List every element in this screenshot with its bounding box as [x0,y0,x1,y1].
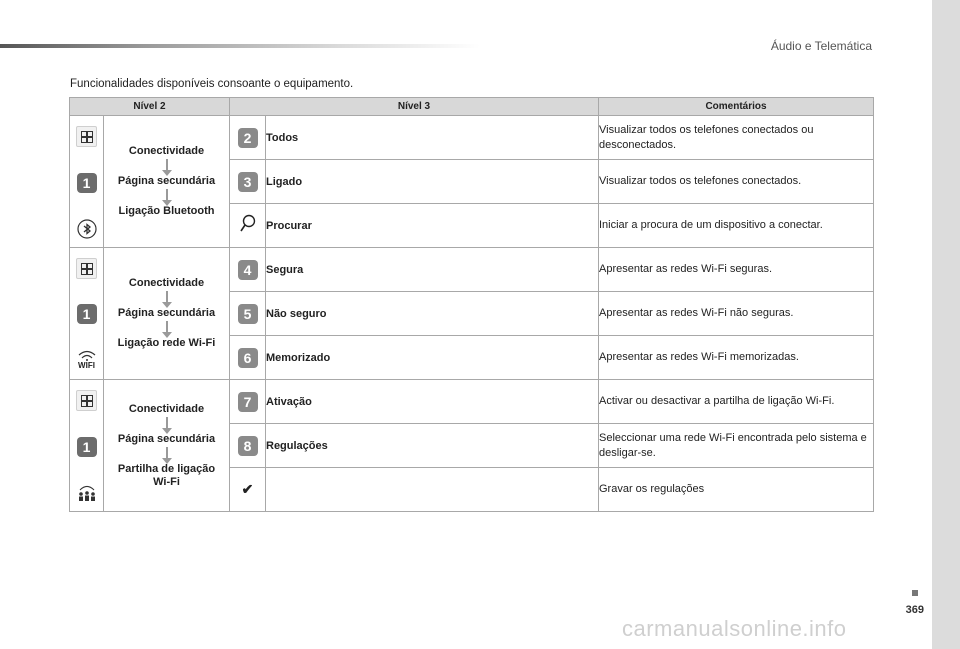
comment-text: Visualizar todos os telefones conectados. [599,160,874,204]
header-comments: Comentários [599,98,874,116]
number-badge: 7 [238,392,258,412]
intro-text: Funcionalidades disponíveis consoante o equipamento. [70,78,354,90]
level3-label: Ligado [266,160,599,204]
table-row [70,380,874,424]
down-arrow-icon [166,189,168,201]
header-gradient-bar [0,44,480,48]
level3-label: Todos [266,116,599,160]
comment-text: Activar ou desactivar a partilha de ligação Wi-Fi. [599,380,874,424]
level3-label: Não seguro [266,292,599,336]
number-badge: 1 [77,304,97,324]
row-number-cell [230,292,266,336]
header-level3: Nível 3 [230,98,599,116]
comment-text: Gravar os regulações [599,468,874,512]
group-icons-sharing [70,380,104,512]
down-arrow-icon [166,447,168,459]
search-icon [239,214,257,234]
down-arrow-icon [166,159,168,171]
level2-item: Conectividade [128,402,205,415]
row-number-cell [230,380,266,424]
number-badge: 1 [77,437,97,457]
people-share-icon [77,484,97,502]
down-arrow-icon [166,417,168,429]
level2-item: Página secundária [117,307,216,319]
page-edge-sidebar [932,0,960,649]
wifi-icon [77,350,97,370]
row-number-cell [230,160,266,204]
number-badge: 4 [238,260,258,280]
level3-label [266,468,599,512]
number-badge: 1 [77,173,97,193]
level2-item: Partilha de ligação Wi-Fi [117,462,216,488]
level2-item: Ligação rede Wi-Fi [117,337,216,349]
table-row [70,248,874,292]
table-header-row [70,98,874,116]
level2-item: Conectividade [128,145,205,157]
checkmark-icon: ✔ [241,481,254,497]
level2-sharing [104,380,230,512]
down-arrow-icon [166,291,168,303]
bluetooth-icon [77,219,96,238]
level2-wifi [104,248,230,380]
comment-text: Apresentar as redes Wi-Fi seguras. [599,248,874,292]
header-level2: Nível 2 [70,98,230,116]
section-title: Áudio e Telemática [770,39,872,53]
number-badge: 8 [238,436,258,456]
page-marker-square [912,590,918,596]
watermark: carmanualsonline.info [622,616,847,641]
level3-label: Regulações [266,424,599,468]
comment-text: Visualizar todos os telefones conectados ou desconectados. [599,116,874,160]
row-number-cell [230,424,266,468]
number-badge: 3 [238,172,258,192]
level2-bluetooth [104,116,230,248]
grid-menu-icon [76,258,97,279]
level2-item: Ligação Bluetooth [118,205,215,217]
level2-item: Página secundária [117,175,216,187]
level2-item: Conectividade [128,277,205,289]
level3-label: Procurar [266,204,599,248]
comment-text: Apresentar as redes Wi-Fi memorizadas. [599,336,874,380]
row-icon-cell [230,204,266,248]
level2-item: Página secundária [117,432,216,445]
level3-label: Ativação [266,380,599,424]
comment-text: Iniciar a procura de um dispositivo a conectar. [599,204,874,248]
functions-table [69,97,874,512]
level3-label: Memorizado [266,336,599,380]
row-number-cell [230,248,266,292]
page-number: 369 [905,604,924,616]
row-number-cell [230,116,266,160]
comment-text: Seleccionar uma rede Wi-Fi encontrada pelo sistema e desligar-se. [599,424,874,468]
grid-menu-icon [76,126,97,147]
number-badge: 2 [238,128,258,148]
wifi-label: WIFI [78,360,95,370]
group-icons-bluetooth [70,116,104,248]
table-row [70,116,874,160]
number-badge: 6 [238,348,258,368]
grid-menu-icon [76,390,97,411]
group-icons-wifi [70,248,104,380]
row-number-cell [230,336,266,380]
level3-label: Segura [266,248,599,292]
number-badge: 5 [238,304,258,324]
row-icon-cell [230,468,266,512]
comment-text: Apresentar as redes Wi-Fi não seguras. [599,292,874,336]
down-arrow-icon [166,321,168,333]
